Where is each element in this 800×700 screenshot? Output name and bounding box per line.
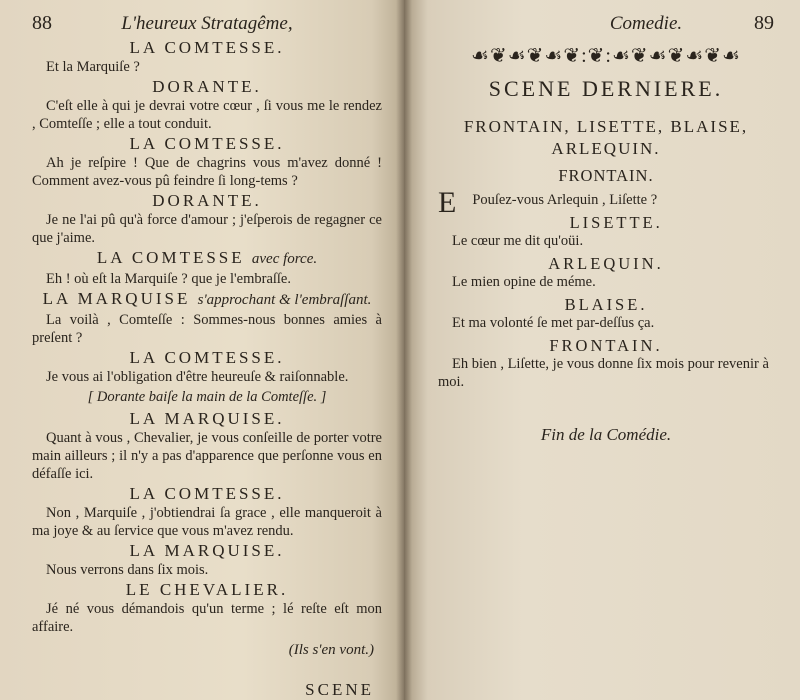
speech-text: Le cœur me dit qu'oüi. (452, 233, 584, 249)
speaker-name: LA COMTESSE. (129, 134, 285, 153)
speech-text: Et ma volonté ſe met par-deſſus ça. (452, 315, 655, 331)
speech-text: La voilà , Comteſſe : Sommes-nous bonnes amies à preſent ? (32, 312, 382, 346)
left-page-number: 88 (32, 12, 52, 34)
right-text-block (438, 213, 774, 391)
speaker-heading (32, 483, 382, 504)
drop-cap: E (438, 186, 457, 219)
speaker-name: LA MARQUISE (42, 289, 191, 308)
speaker-heading: LISETTE. (569, 213, 663, 232)
speaker-name: LA MARQUISE. (129, 541, 285, 560)
speech-line: Pouſez-vous Arlequin , Liſette ? (472, 192, 658, 208)
stage-direction: avec force. (251, 251, 318, 267)
stage-direction: [ Dorante baiſe la main de la Comteſſe. ] (87, 389, 327, 405)
speech-text: C'eſt elle à qui je devrai votre cœur , ſi vous me le rendez , Comteſſe ; elle a tout conduit. (32, 98, 382, 132)
left-text-block (32, 37, 382, 636)
end-note: Fin de la Comédie. (540, 425, 672, 444)
speech-text: Nous verrons dans ſix mois. (46, 562, 209, 578)
speech-text: Jé né vous démandois qu'un terme ; lé reſte eſt mon affaire. (32, 601, 382, 635)
book-gutter (396, 0, 412, 700)
speaker-name: LA COMTESSE. (129, 484, 285, 503)
speaker-name: LE CHEVALIER. (125, 580, 289, 599)
speaker-name: LA MARQUISE. (129, 409, 285, 428)
speaker-name: DORANTE. (152, 191, 262, 210)
ornament-band: ☙❦☙❦☙❦:❦:☙❦☙❦☙❦☙ (471, 45, 741, 67)
speaker-heading: BLAISE. (564, 295, 648, 314)
scene-characters: FRONTAIN, LISETTE, BLAISE, ARLEQUIN. (463, 117, 749, 158)
speaker-heading (32, 579, 382, 600)
right-running-title: Comedie. (609, 13, 683, 34)
catchword: SCENE (305, 680, 374, 699)
speaker-heading: FRONTAIN. (549, 336, 663, 355)
speech-text: Et la Marquiſe ? (46, 59, 140, 75)
right-running-head (438, 12, 774, 35)
speaker-heading (32, 288, 382, 311)
speaker-name: DORANTE. (152, 77, 262, 96)
speech-text: Non , Marquiſe , j'obtiendrai ſa grace , elle manqueroit à ma joye & au ſervice que vous m'avez rendu. (32, 505, 382, 539)
speech-text: Ah je reſpire ! Que de chagrins vous m'avez donné ! Comment avez-vous pû feindre ſi long-tems ? (32, 155, 382, 189)
speaker-heading: FRONTAIN. (558, 166, 654, 185)
left-running-head (32, 12, 382, 35)
speaker-heading (32, 408, 382, 429)
speaker-heading (32, 247, 382, 270)
stage-direction: s'approchant & l'embraſſant. (197, 292, 372, 308)
speech-text: Je ne l'ai pû qu'à force d'amour ; j'eſperois de regagner ce que j'aime. (32, 212, 382, 246)
speaker-heading (32, 37, 382, 58)
speaker-heading (32, 76, 382, 97)
right-page (404, 0, 800, 700)
right-page-number: 89 (753, 12, 774, 34)
speech-text: Quant à vous , Chevalier, je vous conſeille de porter votre main ailleurs ; il n'y a pas d'apparence que perſonne vous en défaſſe ici. (32, 430, 382, 482)
speaker-name: LA COMTESSE. (129, 38, 285, 57)
speech-text: Je vous ai l'obligation d'être heureuſe & raiſonnable. (46, 369, 349, 385)
speech-text (438, 186, 774, 219)
speaker-heading (32, 540, 382, 561)
speech-text: Eh bien , Liſette, je vous donne ſix mois pour revenir à moi. (438, 356, 769, 390)
scene-title: SCENE DERNIERE. (488, 76, 724, 101)
exit-direction: (Ils s'en vont.) (288, 642, 374, 658)
speaker-heading (32, 190, 382, 211)
speaker-name: LA COMTESSE. (129, 348, 285, 367)
speech-text: Eh ! où eſt la Marquiſe ? que je l'embraſſe. (46, 271, 291, 287)
speaker-heading: ARLEQUIN. (548, 254, 664, 273)
speech-text: Le mien opine de méme. (452, 274, 596, 290)
speaker-heading (32, 133, 382, 154)
speaker-name: LA COMTESSE (96, 248, 245, 267)
left-running-title: L'heureux Stratagême, (121, 13, 293, 34)
speaker-heading (32, 347, 382, 368)
